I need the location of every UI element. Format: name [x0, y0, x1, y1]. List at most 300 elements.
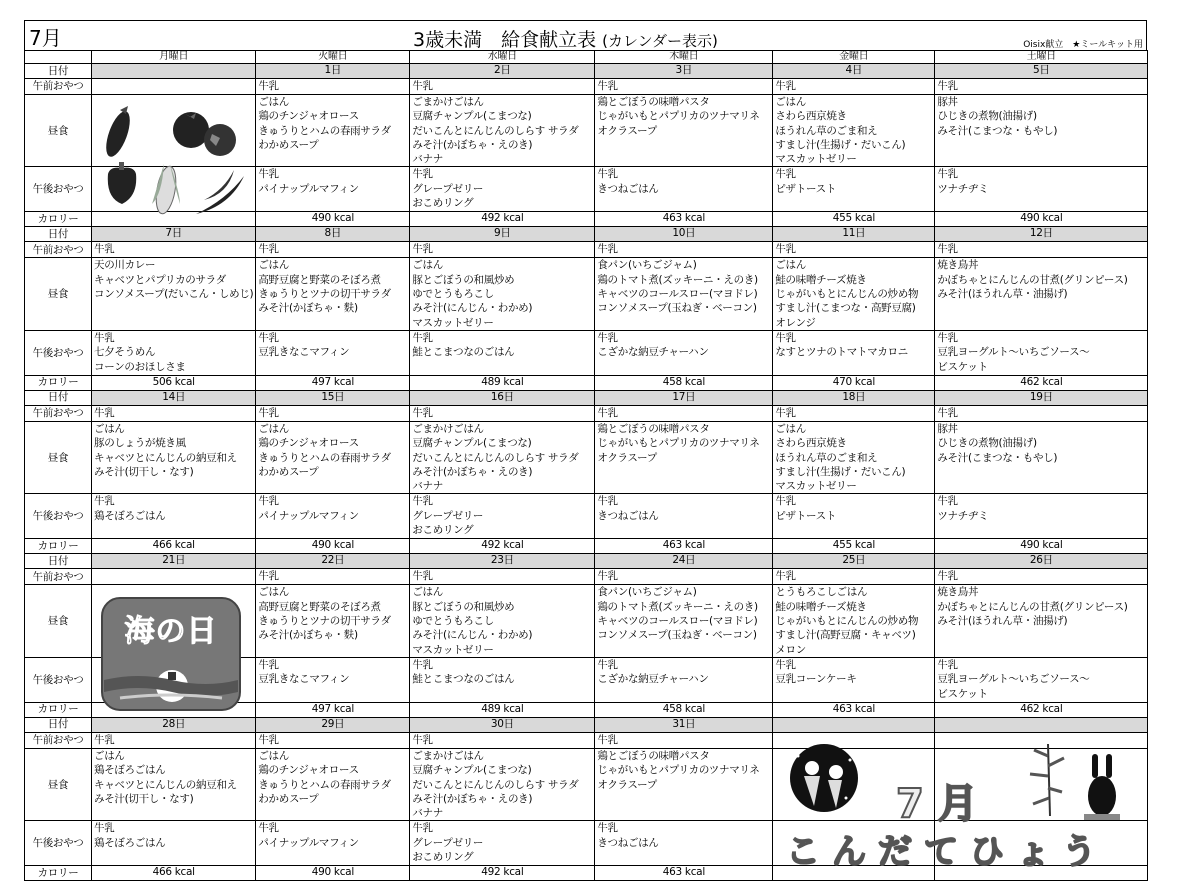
menu-item: 鶏そぼろごはん — [94, 836, 166, 849]
menu-item: 豚丼 — [937, 422, 958, 435]
pm-snack-cell — [773, 330, 935, 375]
week-3-date-row — [25, 390, 1148, 405]
am-snack-cell: 牛乳 — [410, 405, 595, 421]
calorie-cell: 463 kcal — [773, 702, 935, 717]
am-snack-cell: 牛乳 — [92, 405, 256, 421]
am-snack-cell: 牛乳 — [935, 569, 1148, 585]
lunch-cell — [773, 258, 935, 330]
calorie-cell: 463 kcal — [595, 212, 773, 227]
menu-item: こざかな納豆チャーハン — [597, 673, 709, 686]
menu-item: 天の川カレー — [94, 259, 156, 272]
date-cell: 8日 — [256, 227, 410, 242]
menu-item: みそ汁(にんじん・わかめ) — [412, 629, 533, 642]
menu-item: おこめリング — [412, 851, 474, 864]
menu-item: 牛乳 — [775, 168, 796, 181]
week-4-date-row — [25, 554, 1148, 569]
menu-item: 牛乳 — [258, 331, 279, 344]
am-snack-cell: 牛乳 — [935, 405, 1148, 421]
menu-item: わかめスープ — [258, 138, 319, 151]
weekday-header: 土曜日 — [935, 51, 1148, 64]
lunch-cell — [773, 585, 935, 657]
lunch-cell — [935, 421, 1148, 493]
menu-item: ビスケット — [937, 687, 988, 700]
menu-item: ごはん — [94, 422, 125, 435]
lunch-cell — [256, 421, 410, 493]
menu-item: きゅうりとハムの春雨サラダ — [258, 124, 391, 137]
calorie-cell: 490 kcal — [256, 866, 410, 881]
menu-item: キャベツのコールスロー(マヨドレ) — [597, 615, 758, 628]
calorie-cell: 462 kcal — [935, 702, 1148, 717]
menu-item: 鶏とごぼうの味噌パスタ — [597, 422, 710, 435]
date-cell: 29日 — [256, 717, 410, 732]
pm-snack-cell — [935, 657, 1148, 702]
pm-snack-cell — [773, 167, 935, 212]
menu-item: みそ汁(ほうれん草・油揚げ) — [937, 615, 1068, 628]
menu-item: すまし汁(生揚げ・だいこん) — [775, 138, 906, 151]
row-label: 昼食 — [25, 421, 92, 493]
week-2-am-row — [25, 242, 1148, 258]
row-label: 日付 — [25, 390, 92, 405]
menu-item: みそ汁(かぼちゃ・えのき) — [412, 792, 533, 805]
row-label: 午後おやつ — [25, 657, 92, 702]
am-snack-cell: 牛乳 — [773, 242, 935, 258]
lunch-cell — [410, 748, 595, 820]
menu-item: 牛乳 — [412, 168, 433, 181]
menu-item: 豆乳ヨーグルト～いちごソース～ — [937, 346, 1090, 359]
calorie-cell: 490 kcal — [935, 212, 1148, 227]
menu-item: オレンジ — [775, 316, 816, 329]
menu-item: ひじきの煮物(油揚げ) — [937, 110, 1037, 123]
week-4-am-row — [25, 569, 1148, 585]
menu-item: バナナ — [412, 153, 443, 166]
date-cell: 14日 — [92, 390, 256, 405]
menu-item: かぼちゃとにんじんの甘煮(グリンピース) — [937, 600, 1128, 613]
week-3-lunch-row — [25, 421, 1148, 493]
menu-item: パイナップルマフィン — [258, 182, 359, 195]
menu-item: 七夕そうめん — [94, 346, 156, 359]
menu-item: ごはん — [412, 259, 443, 272]
date-cell — [935, 717, 1148, 732]
menu-item: 豚のしょうが焼き風 — [94, 437, 186, 450]
date-cell: 18日 — [773, 390, 935, 405]
menu-item: ゆでとうもろこし — [412, 615, 494, 628]
calorie-cell: 462 kcal — [935, 375, 1148, 390]
pm-snack-cell — [92, 494, 256, 539]
menu-item: キャベツとにんじんの納豆和え — [94, 451, 237, 464]
menu-item: きゅうりとツナの切干サラダ — [258, 288, 391, 301]
date-cell: 5日 — [935, 64, 1148, 79]
row-label: 昼食 — [25, 748, 92, 820]
lunch-cell — [595, 421, 773, 493]
weekday-header-row — [25, 51, 1148, 64]
calorie-cell: 466 kcal — [92, 539, 256, 554]
calorie-cell: 490 kcal — [935, 539, 1148, 554]
menu-item: 鶏のチンジャオロース — [258, 764, 359, 777]
menu-item: 牛乳 — [597, 331, 618, 344]
menu-item: ピザトースト — [775, 509, 837, 522]
bamboo-icon — [1030, 744, 1064, 816]
menu-item: 豚丼 — [937, 96, 958, 108]
menu-item: オクラスープ — [597, 124, 657, 137]
calorie-cell: 489 kcal — [410, 702, 595, 717]
pm-snack-cell — [256, 167, 410, 212]
am-snack-cell: 牛乳 — [92, 242, 256, 258]
row-label: カロリー — [25, 866, 92, 881]
menu-item: ひじきの煮物(油揚げ) — [937, 437, 1037, 450]
title-text: 3歳未満 給食献立表 — [413, 29, 597, 51]
menu-item: ゆでとうもろこし — [412, 288, 494, 301]
am-snack-cell: 牛乳 — [256, 405, 410, 421]
menu-item: ごはん — [412, 586, 443, 599]
menu-item: コンソメスープ(玉ねぎ・ベーコン) — [597, 629, 757, 642]
calorie-cell: 455 kcal — [773, 212, 935, 227]
menu-item: じゃがいもとパプリカのツナマリネ — [597, 437, 760, 450]
pm-snack-cell — [256, 330, 410, 375]
corner-cell — [25, 51, 92, 64]
pm-snack-cell — [595, 657, 773, 702]
menu-item: こざかな納豆チャーハン — [597, 346, 709, 359]
row-label: 日付 — [25, 717, 92, 732]
am-snack-cell: 牛乳 — [595, 79, 773, 95]
lunch-cell — [595, 585, 773, 657]
row-label: 午後おやつ — [25, 330, 92, 375]
menu-item: すまし汁(高野豆腐・キャベツ) — [775, 629, 916, 642]
weekday-header: 水曜日 — [410, 51, 595, 64]
menu-item: 豆乳きなこマフィン — [258, 673, 350, 686]
calorie-cell: 497 kcal — [256, 702, 410, 717]
menu-item: グレープゼリー — [412, 182, 484, 195]
menu-item: コンソメスープ(だいこん・しめじ) — [94, 288, 254, 301]
rabbit-icon — [1084, 754, 1120, 820]
menu-item: メロン — [775, 643, 806, 656]
pm-snack-cell — [256, 657, 410, 702]
header-note: Oisix献立 ★ミールキット用 — [1023, 40, 1143, 50]
pm-snack-cell — [595, 330, 773, 375]
pm-snack-cell — [935, 494, 1148, 539]
menu-item: みそ汁(こまつな・もやし) — [937, 451, 1058, 464]
date-cell: 16日 — [410, 390, 595, 405]
menu-item: 鶏そぼろごはん — [94, 764, 166, 777]
menu-item: じゃがいもとにんじんの炒め物 — [775, 288, 919, 301]
lunch-cell — [595, 258, 773, 330]
date-cell: 22日 — [256, 554, 410, 569]
menu-item: 牛乳 — [937, 168, 958, 181]
am-snack-cell: 牛乳 — [256, 732, 410, 748]
corn-icon — [152, 164, 180, 215]
week-1-date-row — [25, 64, 1148, 79]
menu-item: じゃがいもとパプリカのツナマリネ — [597, 110, 760, 123]
menu-item: ごはん — [258, 259, 289, 272]
menu-item: わかめスープ — [258, 465, 319, 478]
menu-item: ごはん — [775, 422, 806, 435]
am-snack-cell: 牛乳 — [410, 732, 595, 748]
menu-item: ごはん — [258, 422, 289, 435]
lunch-cell — [935, 258, 1148, 330]
am-snack-cell: 牛乳 — [256, 79, 410, 95]
row-label: 日付 — [25, 227, 92, 242]
week-3-am-row — [25, 405, 1148, 421]
row-label: 日付 — [25, 554, 92, 569]
date-cell: 12日 — [935, 227, 1148, 242]
menu-item: ほうれん草のごま和え — [775, 451, 878, 464]
menu-item: 焼き鳥丼 — [937, 586, 979, 599]
menu-item: 牛乳 — [258, 658, 279, 671]
menu-item: じゃがいもとにんじんの炒め物 — [775, 615, 919, 628]
lunch-cell — [92, 258, 256, 330]
menu-item: ごはん — [775, 96, 806, 108]
lunch-cell — [595, 748, 773, 820]
row-label: カロリー — [25, 375, 92, 390]
week-2-date-row — [25, 227, 1148, 242]
menu-item: さわら西京焼き — [775, 437, 847, 450]
am-snack-cell: 牛乳 — [256, 569, 410, 585]
menu-item: 豆腐チャンプル(こまつな) — [412, 437, 532, 450]
menu-item: じゃがいもとパプリカのツナマリネ — [597, 764, 760, 777]
menu-item: 鶏のチンジャオロース — [258, 110, 359, 123]
menu-item: 鮭の味噌チーズ焼き — [775, 600, 867, 613]
menu-item: みそ汁(かぼちゃ・麩) — [258, 302, 358, 315]
week-5-date-row — [25, 717, 1148, 732]
week-1-am-row — [25, 79, 1148, 95]
menu-item: 牛乳 — [597, 822, 618, 835]
row-label: 午前おやつ — [25, 79, 92, 95]
date-cell: 1日 — [256, 64, 410, 79]
menu-item: 牛乳 — [412, 822, 433, 835]
menu-item: 牛乳 — [597, 658, 618, 671]
am-snack-cell: 牛乳 — [410, 242, 595, 258]
calorie-cell: 492 kcal — [410, 212, 595, 227]
menu-item: ごはん — [258, 96, 289, 108]
calorie-cell: 489 kcal — [410, 375, 595, 390]
umi-no-hi-illustration — [100, 594, 242, 714]
menu-item: 牛乳 — [937, 331, 958, 344]
menu-item: 牛乳 — [94, 822, 115, 835]
menu-item: だいこんとにんじんのしらす サラダ — [412, 124, 579, 137]
pm-snack-cell — [92, 821, 256, 866]
pm-snack-cell — [92, 330, 256, 375]
menu-item: 食パン(いちごジャム) — [597, 586, 697, 599]
pm-snack-cell — [595, 167, 773, 212]
calorie-cell: 490 kcal — [256, 212, 410, 227]
menu-item: かぼちゃとにんじんの甘煮(グリンピース) — [937, 273, 1128, 286]
date-cell: 25日 — [773, 554, 935, 569]
menu-item: おこめリング — [412, 524, 474, 537]
weekday-header: 月曜日 — [92, 51, 256, 64]
weekday-header: 金曜日 — [773, 51, 935, 64]
week-3-cal-row — [25, 539, 1148, 554]
calorie-cell: 506 kcal — [92, 375, 256, 390]
am-snack-cell: 牛乳 — [773, 79, 935, 95]
am-snack-cell: 牛乳 — [410, 79, 595, 95]
lunch-cell — [256, 748, 410, 820]
week-2-lunch-row — [25, 258, 1148, 330]
menu-item: すまし汁(生揚げ・だいこん) — [775, 465, 906, 478]
footer-month-text: 7月 — [896, 781, 992, 827]
menu-item: ごまかけごはん — [412, 422, 484, 435]
menu-item: きつねごはん — [597, 836, 659, 849]
date-cell: 23日 — [410, 554, 595, 569]
menu-item: マスカットゼリー — [412, 643, 494, 656]
am-snack-cell: 牛乳 — [92, 732, 256, 748]
menu-item: 牛乳 — [937, 658, 958, 671]
calorie-cell: 463 kcal — [595, 539, 773, 554]
pm-snack-cell — [935, 167, 1148, 212]
menu-item: 豆腐チャンプル(こまつな) — [412, 764, 532, 777]
menu-item: 牛乳 — [258, 168, 279, 181]
menu-item: グレープゼリー — [412, 836, 484, 849]
date-cell: 17日 — [595, 390, 773, 405]
menu-item: すまし汁(こまつな・高野豆腐) — [775, 302, 916, 315]
pm-snack-cell — [935, 330, 1148, 375]
menu-item: キャベツのコールスロー(マヨドレ) — [597, 288, 758, 301]
date-cell: 19日 — [935, 390, 1148, 405]
menu-item: 豆乳コーンケーキ — [775, 673, 857, 686]
menu-item: ビスケット — [937, 360, 988, 373]
menu-item: 豆乳きなこマフィン — [258, 346, 350, 359]
menu-item: 鶏のチンジャオロース — [258, 437, 359, 450]
am-snack-cell: 牛乳 — [256, 242, 410, 258]
weekday-header: 火曜日 — [256, 51, 410, 64]
menu-item: パイナップルマフィン — [258, 836, 359, 849]
row-label: 昼食 — [25, 95, 92, 167]
lunch-cell — [773, 95, 935, 167]
menu-item: 鶏とごぼうの味噌パスタ — [597, 749, 710, 762]
menu-item: パイナップルマフィン — [258, 509, 359, 522]
weekday-header: 木曜日 — [595, 51, 773, 64]
date-cell: 24日 — [595, 554, 773, 569]
menu-item: みそ汁(こまつな・もやし) — [937, 124, 1058, 137]
menu-item: オクラスープ — [597, 778, 657, 791]
row-label: 午後おやつ — [25, 821, 92, 866]
menu-item: みそ汁(切干し・なす) — [94, 465, 194, 478]
menu-item: マスカットゼリー — [775, 153, 857, 166]
row-label: 日付 — [25, 64, 92, 79]
lunch-cell — [410, 421, 595, 493]
calorie-cell: 463 kcal — [595, 866, 773, 881]
menu-item: きつねごはん — [597, 509, 659, 522]
menu-item: 牛乳 — [412, 495, 433, 508]
row-label: 午前おやつ — [25, 405, 92, 421]
row-label: 昼食 — [25, 258, 92, 330]
pm-snack-cell — [595, 494, 773, 539]
lunch-cell — [410, 258, 595, 330]
menu-item: 牛乳 — [597, 495, 618, 508]
am-snack-cell: 牛乳 — [595, 569, 773, 585]
menu-item: 牛乳 — [597, 168, 618, 181]
menu-item: きゅうりとハムの春雨サラダ — [258, 451, 391, 464]
date-cell: 11日 — [773, 227, 935, 242]
menu-item: みそ汁(切干し・なす) — [94, 792, 194, 805]
menu-item: 鶏のトマト煮(ズッキーニ・えのき) — [597, 273, 758, 286]
menu-item: 牛乳 — [94, 331, 115, 344]
page-header — [24, 20, 1147, 50]
am-snack-cell: 牛乳 — [595, 405, 773, 421]
pm-snack-cell — [410, 821, 595, 866]
menu-item: 牛乳 — [258, 495, 279, 508]
title-subtitle: (カレンダー表示) — [602, 32, 718, 50]
menu-item: バナナ — [412, 807, 443, 820]
menu-item: マスカットゼリー — [775, 480, 857, 493]
date-cell: 21日 — [92, 554, 256, 569]
am-snack-cell: 牛乳 — [595, 732, 773, 748]
lunch-cell — [773, 421, 935, 493]
row-label: カロリー — [25, 702, 92, 717]
menu-item: きゅうりとハムの春雨サラダ — [258, 778, 391, 791]
menu-item: 豚とごぼうの和風炒め — [412, 600, 515, 613]
menu-item: 鶏のトマト煮(ズッキーニ・えのき) — [597, 600, 758, 613]
menu-item: コンソメスープ(玉ねぎ・ベーコン) — [597, 302, 757, 315]
month-label: 7月 — [29, 26, 62, 50]
date-cell: 10日 — [595, 227, 773, 242]
vegetables-illustration — [96, 104, 248, 222]
menu-item: 鮭とこまつなのごはん — [412, 346, 515, 359]
menu-item: みそ汁(にんじん・わかめ) — [412, 302, 533, 315]
pm-snack-cell — [256, 821, 410, 866]
menu-item: だいこんとにんじんのしらす サラダ — [412, 451, 579, 464]
menu-item: 高野豆腐と野菜のそぼろ煮 — [258, 273, 381, 286]
menu-item: グレープゼリー — [412, 509, 484, 522]
menu-item: 牛乳 — [775, 331, 796, 344]
row-label: 午後おやつ — [25, 494, 92, 539]
pm-snack-cell — [595, 821, 773, 866]
menu-item: ごはん — [258, 586, 289, 599]
row-label: カロリー — [25, 212, 92, 227]
menu-item: ツナチヂミ — [937, 182, 989, 195]
am-snack-cell — [92, 79, 256, 95]
date-cell: 31日 — [595, 717, 773, 732]
menu-item: だいこんとにんじんのしらす サラダ — [412, 778, 579, 791]
lunch-cell — [256, 258, 410, 330]
date-cell — [773, 717, 935, 732]
date-cell: 7日 — [92, 227, 256, 242]
date-cell: 2日 — [410, 64, 595, 79]
menu-item: ごまかけごはん — [412, 96, 484, 108]
calorie-cell: 497 kcal — [256, 375, 410, 390]
okra-icon — [196, 170, 244, 214]
menu-item: わかめスープ — [258, 792, 319, 805]
am-snack-cell: 牛乳 — [935, 242, 1148, 258]
row-label: 午前おやつ — [25, 732, 92, 748]
menu-item: ほうれん草のごま和え — [775, 124, 878, 137]
am-snack-cell: 牛乳 — [595, 242, 773, 258]
calorie-cell: 492 kcal — [410, 866, 595, 881]
menu-item: 牛乳 — [775, 658, 796, 671]
pm-snack-cell — [410, 330, 595, 375]
menu-item: キャベツとパプリカのサラダ — [94, 273, 226, 286]
menu-item: きつねごはん — [597, 182, 659, 195]
lunch-cell — [935, 585, 1148, 657]
date-cell: 4日 — [773, 64, 935, 79]
menu-item: 豆乳ヨーグルト～いちごソース～ — [937, 673, 1090, 686]
date-cell: 30日 — [410, 717, 595, 732]
menu-item: 豆腐チャンプル(こまつな) — [412, 110, 532, 123]
eggplant-icon — [101, 106, 134, 160]
week-3-pm-row — [25, 494, 1148, 539]
menu-item: 鮭とこまつなのごはん — [412, 673, 515, 686]
umi-no-hi-text: 海の日 — [124, 614, 218, 649]
menu-item: マスカットゼリー — [412, 316, 494, 329]
menu-item: きゅうりとツナの切干サラダ — [258, 615, 391, 628]
footer-illustration — [776, 736, 1146, 872]
menu-item: 食パン(いちごジャム) — [597, 259, 697, 272]
menu-item: 牛乳 — [937, 495, 958, 508]
calorie-cell: 470 kcal — [773, 375, 935, 390]
calorie-cell: 458 kcal — [595, 375, 773, 390]
menu-item: みそ汁(かぼちゃ・えのき) — [412, 465, 533, 478]
menu-item: バナナ — [412, 480, 443, 493]
row-label: 午前おやつ — [25, 242, 92, 258]
calorie-cell: 458 kcal — [595, 702, 773, 717]
